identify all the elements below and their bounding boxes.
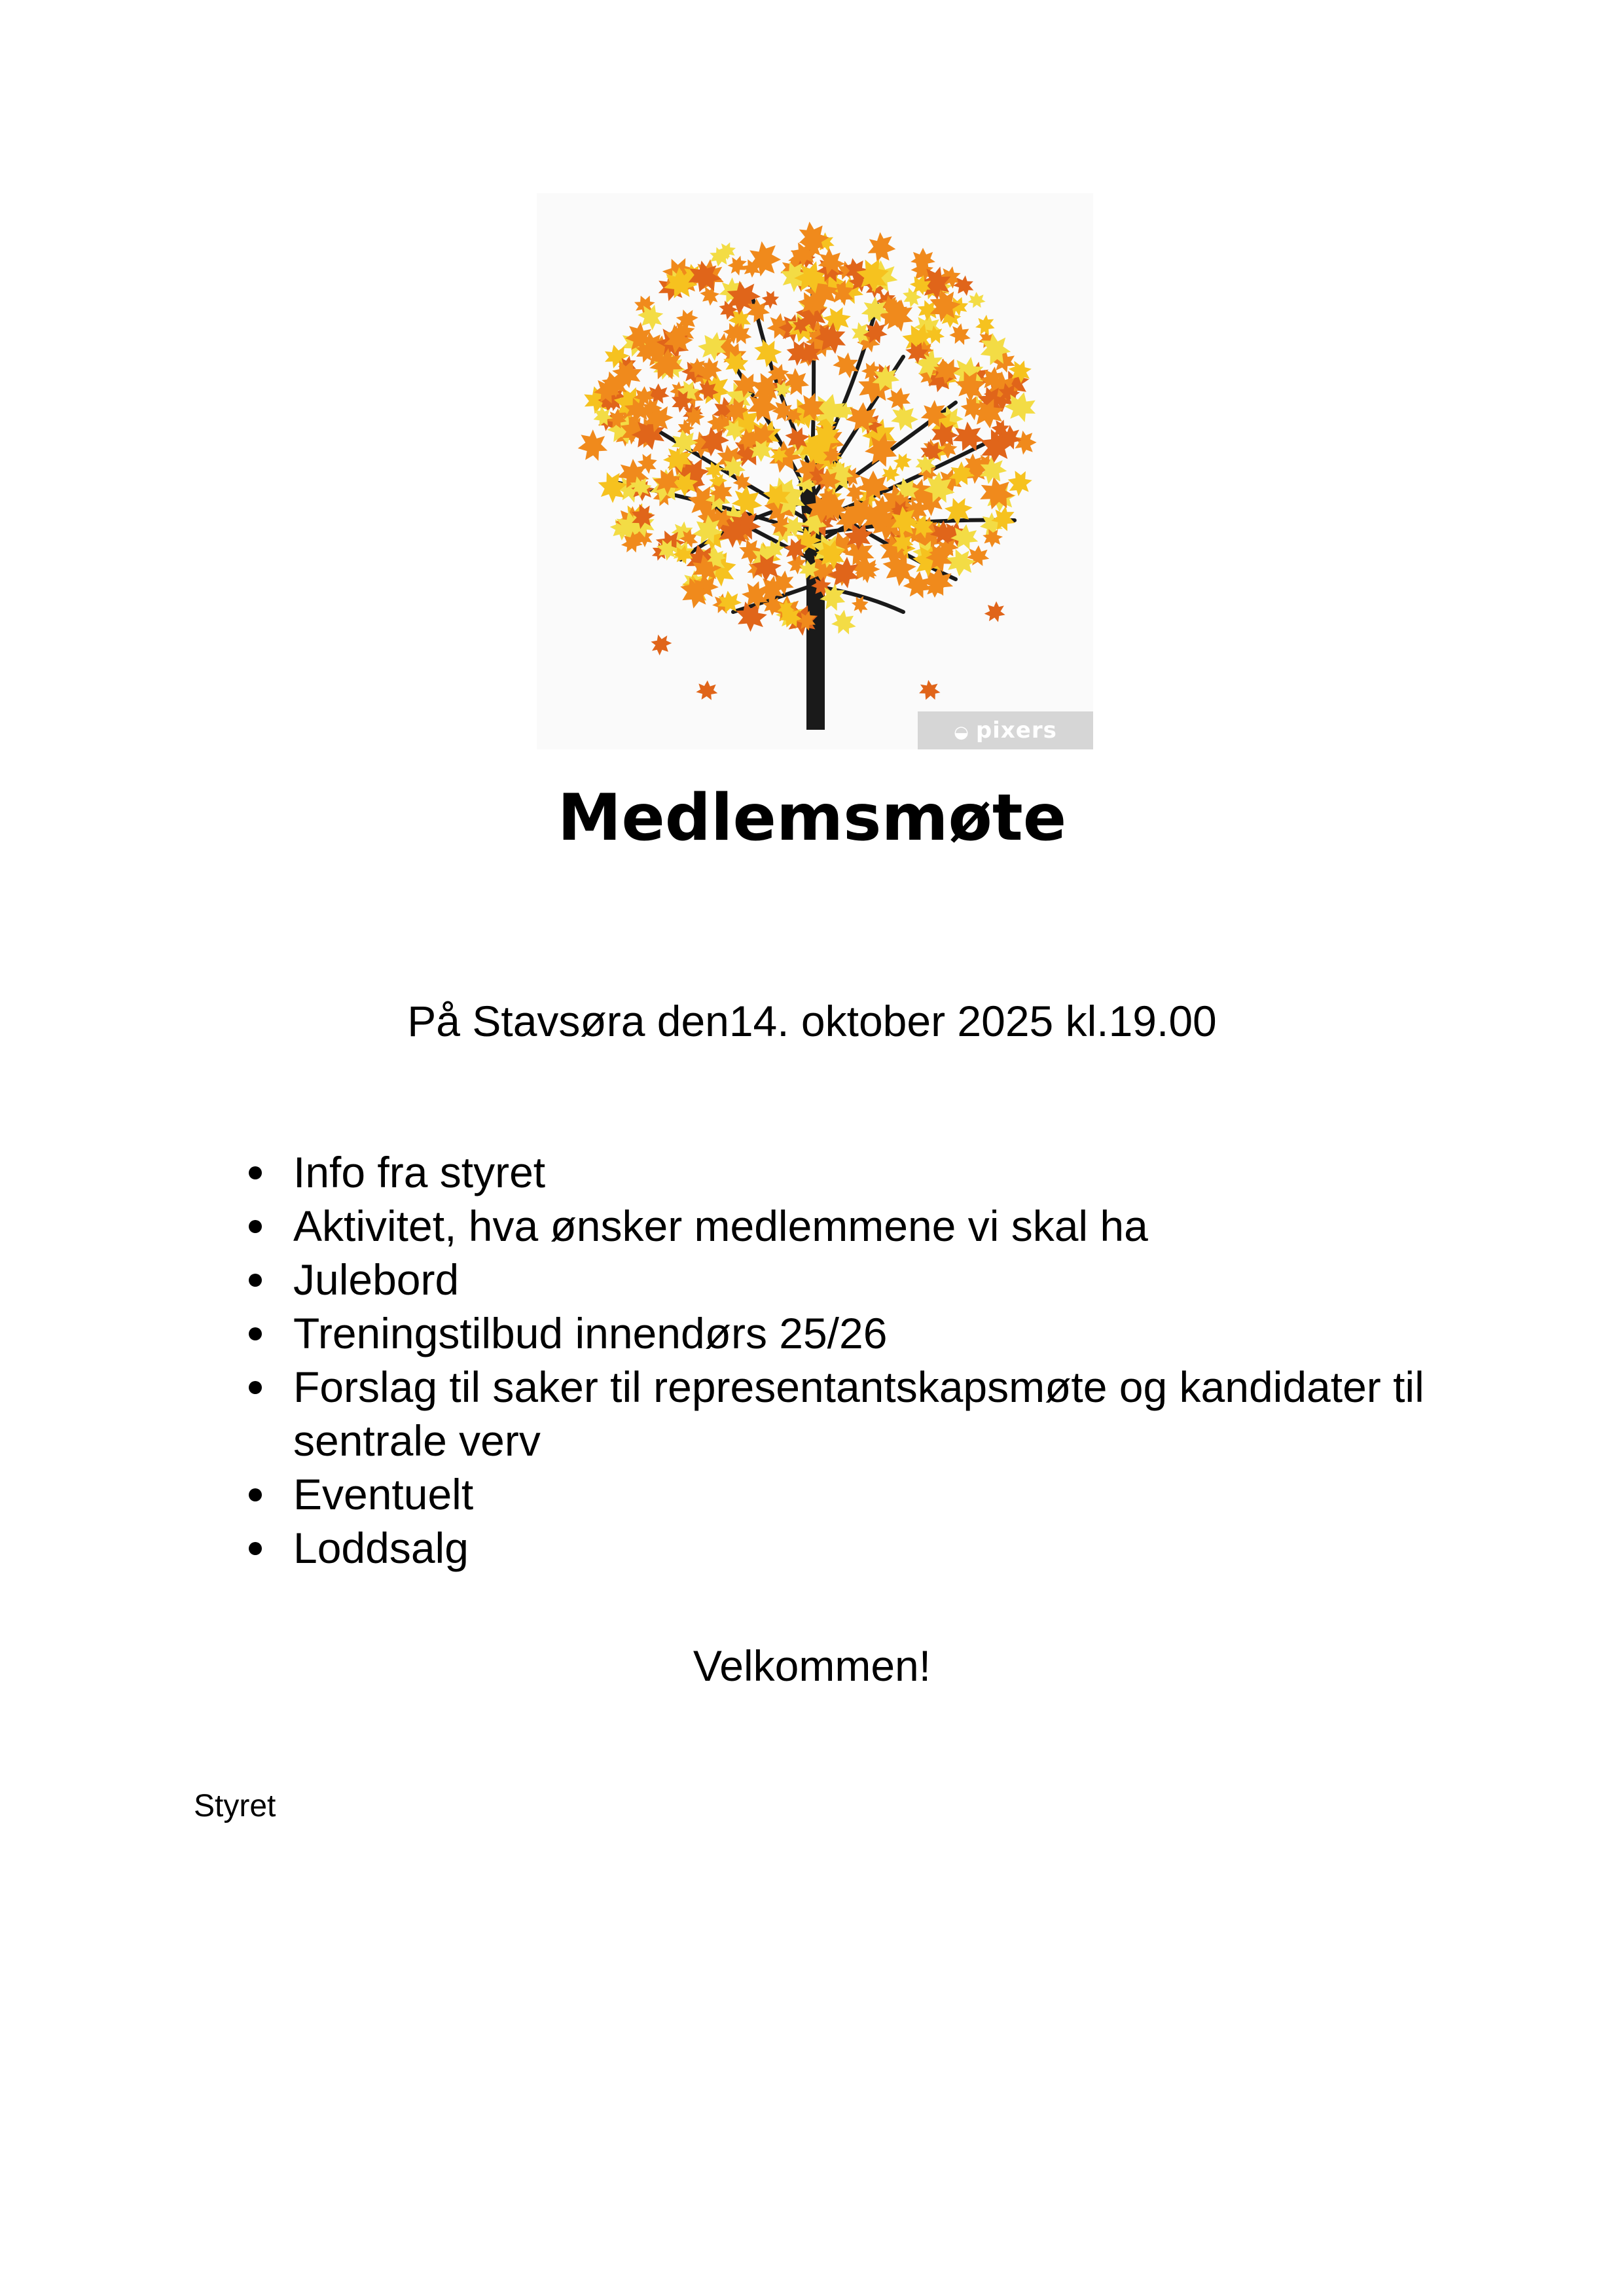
bullet-icon [249,1327,262,1340]
meeting-time-place: På Stavsøra den14. oktober 2025 kl.19.00 [407,997,1217,1045]
signature: Styret [194,1789,276,1823]
agenda-item-text: Treningstilbud innendørs 25/26 [293,1309,888,1357]
pixers-watermark [918,711,1093,749]
agenda-item-text: Info fra styret [293,1148,546,1196]
agenda-item-text: Forslag til saker til representantskapsmøte og kandidater til sentrale verv [293,1363,1424,1465]
agenda-item-text: Julebord [293,1255,460,1304]
bullet-icon [249,1381,262,1394]
bullet-icon [249,1220,262,1233]
bullet-icon [249,1542,262,1555]
agenda-list [236,1145,1447,1575]
agenda-item [236,1253,1447,1306]
pixers-logo-icon: ◒ [954,723,969,742]
agenda-item [236,1306,1447,1360]
agenda-item-text: Eventuelt [293,1470,474,1518]
watermark-text: pixers [975,717,1057,744]
page-title: Medlemsmøte [557,781,1067,855]
bullet-icon [249,1488,262,1501]
agenda-item [236,1145,1447,1199]
agenda-item [236,1467,1447,1521]
bullet-icon [249,1166,262,1179]
bullet-icon [249,1274,262,1287]
agenda-item [236,1521,1447,1575]
agenda-item-text: Loddsalg [293,1524,469,1572]
agenda-item [236,1199,1447,1253]
welcome-text: Velkommen! [693,1641,931,1690]
autumn-tree-illustration [537,193,1093,749]
agenda-item-text: Aktivitet, hva ønsker medlemmene vi skal ha [293,1202,1148,1250]
autumn-tree-image [537,193,1093,749]
agenda-item [236,1360,1447,1467]
